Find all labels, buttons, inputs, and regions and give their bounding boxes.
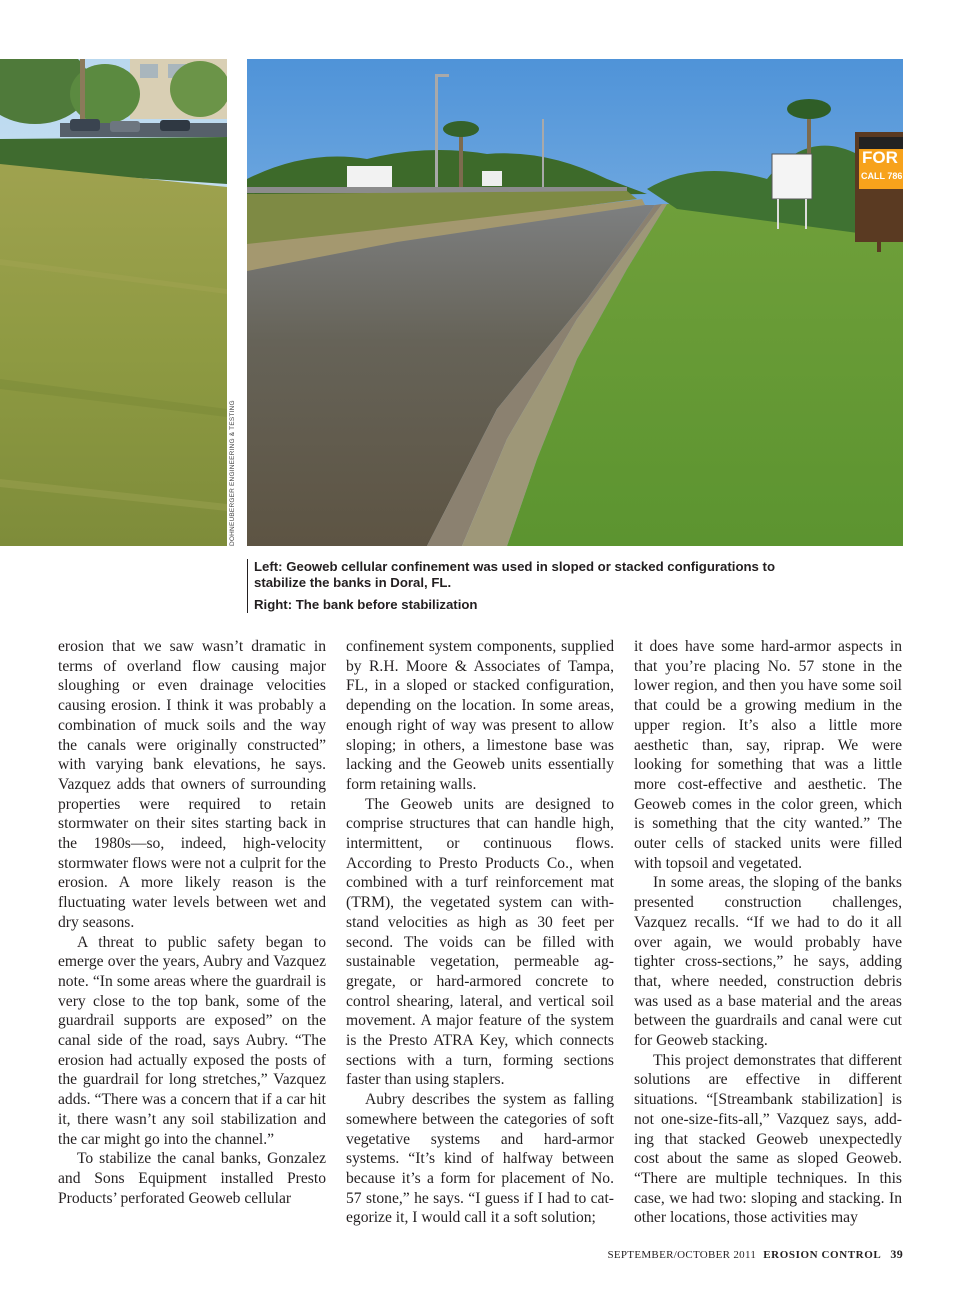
column-1 bbox=[58, 637, 326, 1208]
paragraph: erosion that we saw wasn’t dramatic in terms of overland flow causing major sloughing or even drainage velocities causing erosion. I think it was probably a combination of muck soils and the way the canals were originally constructed” with varying bank elevations, he says. Vazquez adds that owners of surrounding properties were required to retain stormwater on their sites starting back in the 1980s—so, indeed, high-velocity stormwater flows were not a culprit for the erosion. A more likely reason is the fluctuating water levels between wet and dry seasons. bbox=[58, 638, 326, 931]
photo-left-image bbox=[0, 59, 227, 546]
issue-date: SEPTEMBER/OCTOBER 2011 bbox=[607, 1249, 757, 1261]
sale-sign-phone: CALL 786 bbox=[861, 171, 903, 181]
paragraph: Aubry describes the system as falling somewhere between the categories of soft vegetative systems and hard-armor systems. “It’s kind of halfway between because it’s a form for placement of No. 57 stone,” he says. “I guess if I had to categorize it, I would call it a soft solution; bbox=[346, 1091, 614, 1227]
column-3 bbox=[634, 637, 902, 1228]
photo-right-image bbox=[247, 59, 903, 546]
paragraph: This project demonstrates that different solutions are effective in different situations. “[Streambank stabilization] is not one-size-fits-all,” Vazquez says, adding that stacked Geoweb unexpectedly cost about the same as sloped Geoweb. “There are multiple techniques. In this case, we had two: sloping and stacking. In other locations, those activities may bbox=[634, 1051, 902, 1227]
photo-credit: DOHNEUBERGER ENGINEERING & TESTING bbox=[229, 400, 236, 546]
paragraph: The Geoweb units are designed to comprise structures that can handle high, intermittent, or continuous flows. According to Presto Products Co., when combined with a turf reinforcement mat (TRM), the vegetated system can withstand velocities as high as 30 feet per second. The voids can be filled with sustainable vegetation, permeable aggregate, or hard-armored concrete to control shearing, lateral, and vertical soil movement. A major feature of the system is the Presto ATRA Key, which connects sections with a turn, forming sections faster than using staplers. bbox=[346, 795, 614, 1089]
caption-left: Left: Geoweb cellular confinement was used in sloped or stacked configurations to stabilize the banks in Doral, FL. bbox=[254, 559, 775, 590]
page-number: 39 bbox=[890, 1247, 903, 1261]
photo-left bbox=[0, 59, 227, 546]
sale-sign-text: FOR bbox=[862, 148, 898, 167]
paragraph: it does have some hard-armor aspects in that you’re placing No. 57 stone in the lower region, and then you have some soil that could be a growing medium in the upper region. It’s also a little more aesthetic than, say, riprap. We were looking for something that was a little more cost-effective and aesthetic. The Geoweb comes in the color green, which is something that the city wanted.” The outer cells of stacked units were filled with topsoil and vegetated. bbox=[634, 638, 902, 872]
photo-caption bbox=[247, 559, 814, 613]
caption-right: Right: The bank before stabilization bbox=[254, 597, 478, 612]
paragraph: To stabilize the canal banks, Gonzalez and Sons Equipment installed Presto Products’ perforated Geoweb cellular bbox=[58, 1150, 326, 1207]
article-body bbox=[58, 637, 903, 1232]
magazine-name: EROSION CONTROL bbox=[763, 1249, 882, 1261]
photo-right bbox=[247, 59, 903, 546]
paragraph: A threat to public safety began to emerge over the years, Aubry and Vazquez note. “In some areas where the guardrail is very close to the top bank, some of the guardrail supports are exposed” on the canal side of the road, says Aubry. “The erosion had actually exposed the posts of the guardrail for long stretches,” Vazquez adds. “There was a concern that if a car hit it, there wasn’t any soil stabilization and the car might go into the channel.” bbox=[58, 933, 326, 1148]
paragraph: confinement system components, supplied by R.H. Moore & Associates of Tampa, FL, in a sloped or stacked configuration, depending on the location. In some areas, enough right of way was present to allow sloping; in others, a limestone base was lacking and the Geoweb units essentially form retaining walls. bbox=[346, 638, 614, 793]
page-footer bbox=[607, 1247, 903, 1262]
paragraph: In some areas, the sloping of the banks presented construction challenges, Vazquez recalls. “If we had to do it all over again, we would probably have tighter cross-sections,” he says, adding that, where needed, construction debris was used as a base material and the areas between the guardrails and canal were cut for Geoweb stacking. bbox=[634, 874, 902, 1050]
column-2 bbox=[346, 637, 614, 1228]
